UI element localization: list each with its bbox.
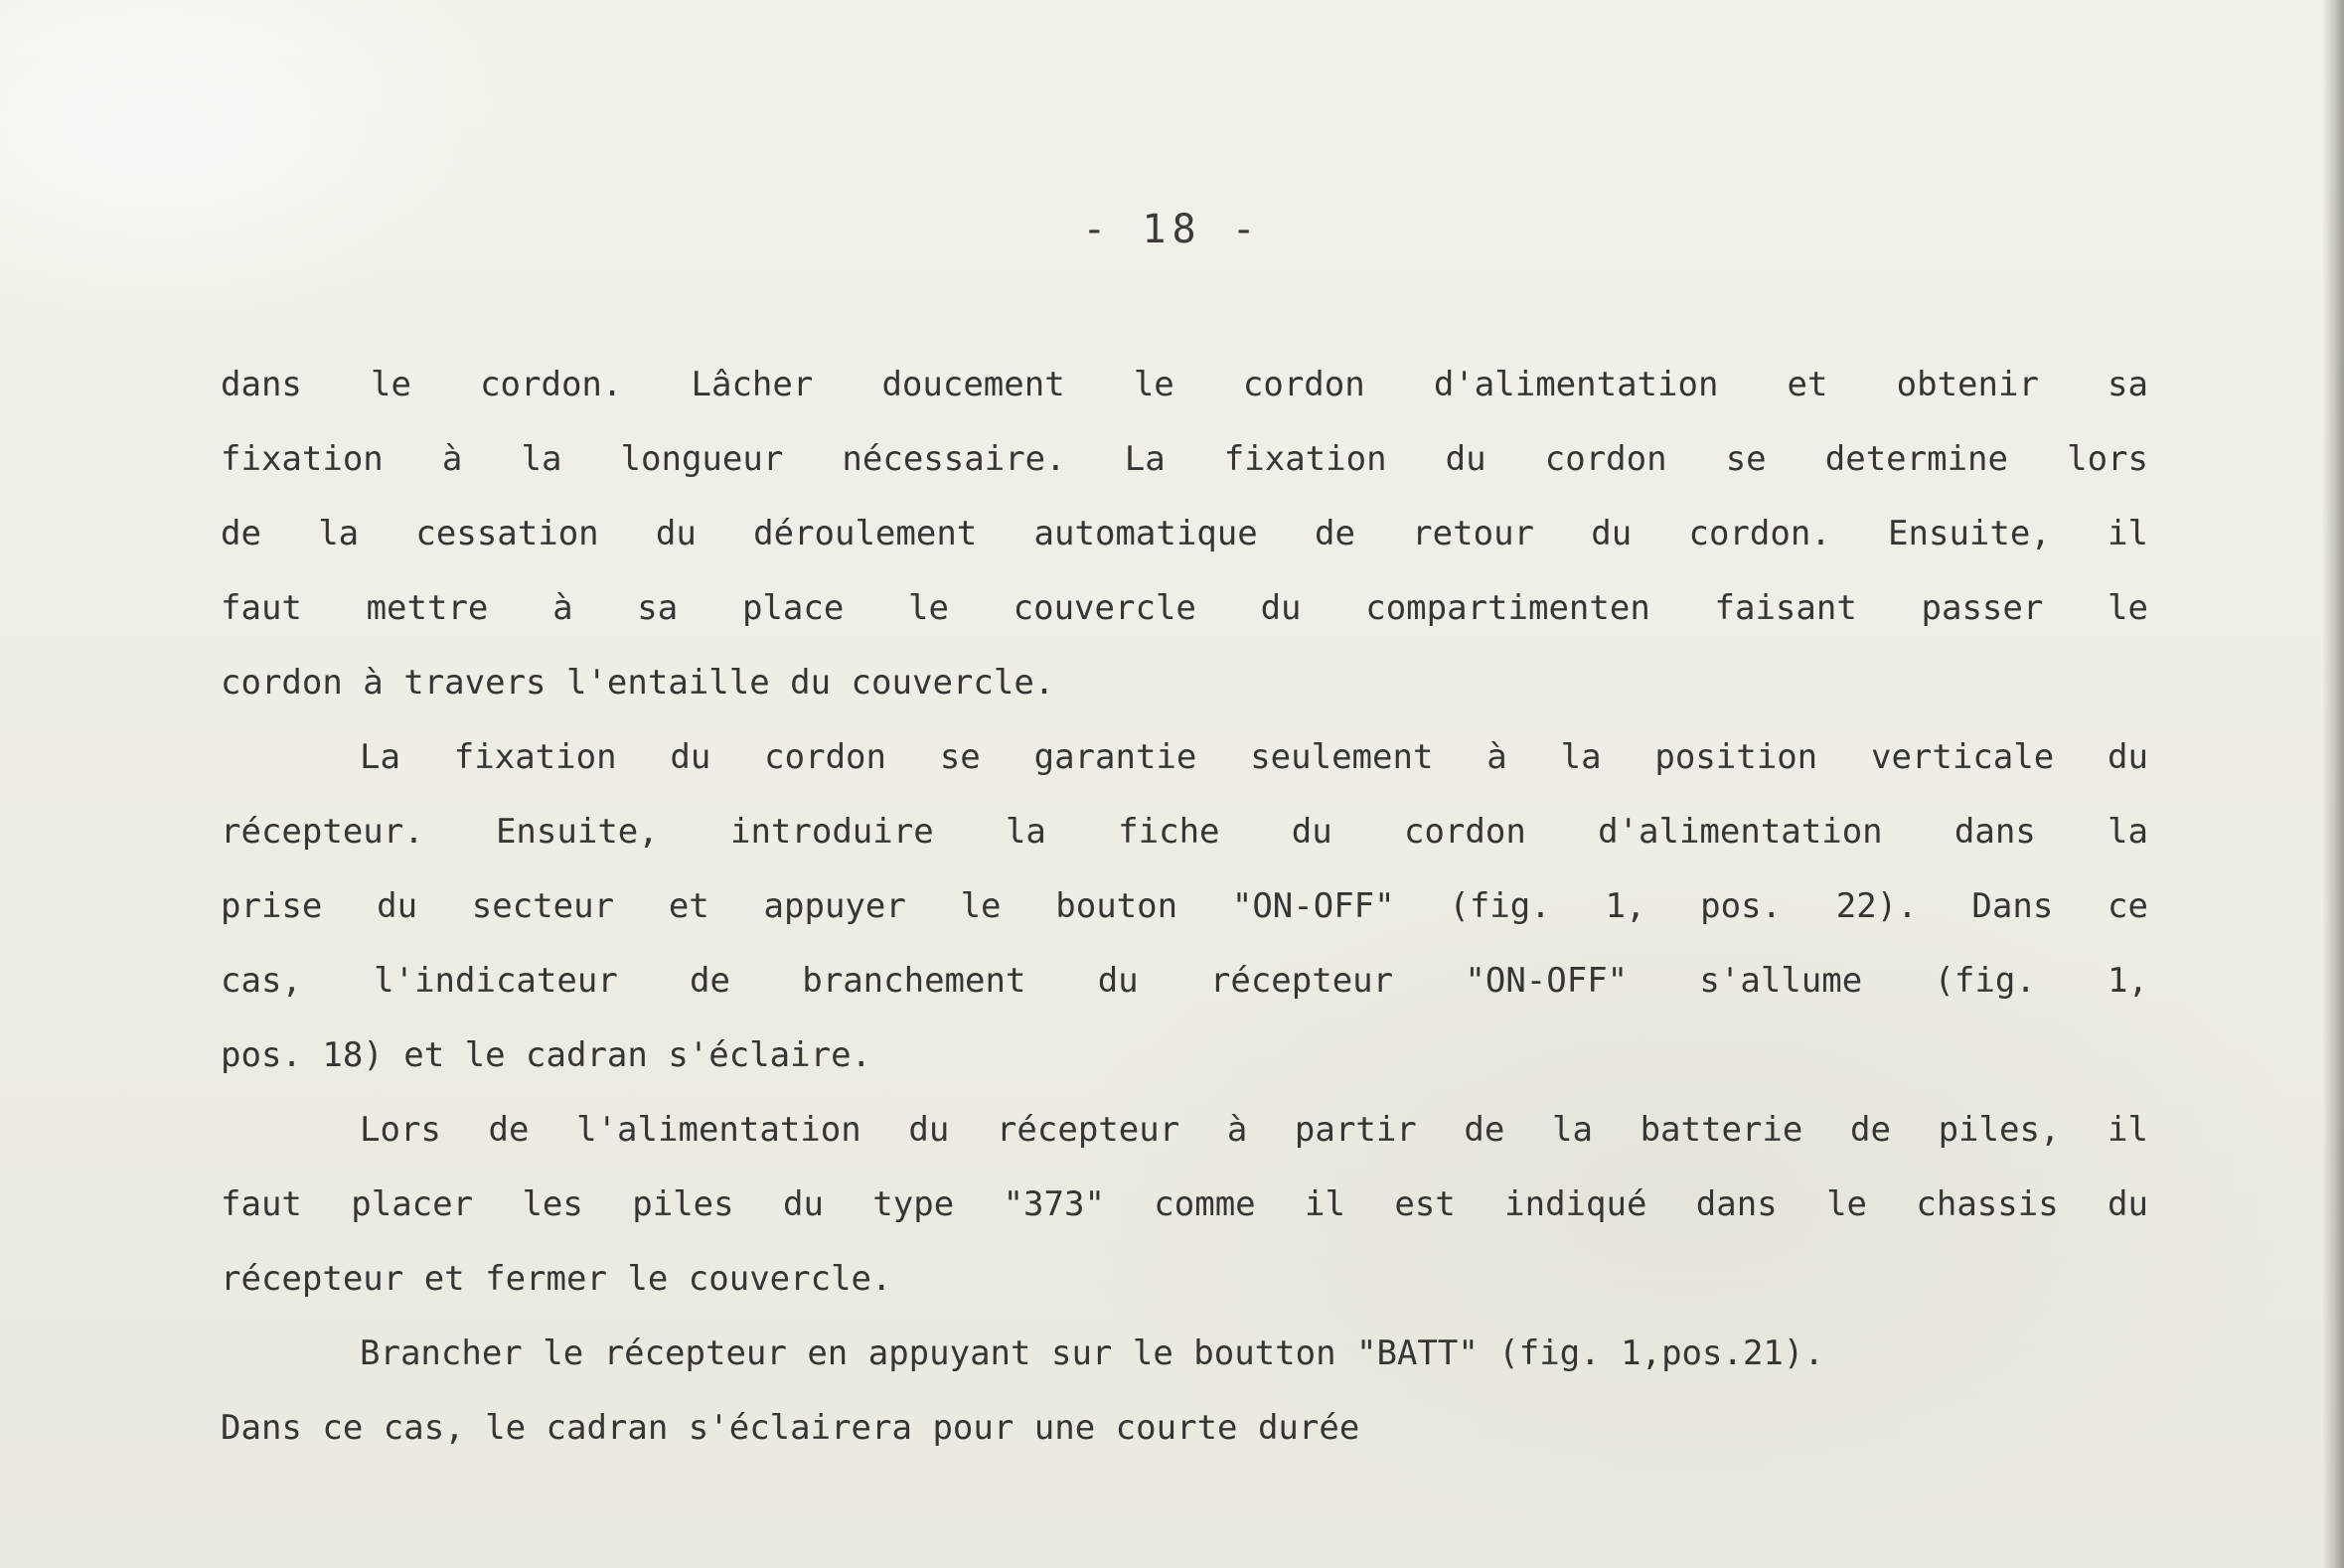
- text-line: fixation à la longueur nécessaire. La fixation du cordon se determine lors: [221, 439, 2148, 479]
- text-line: pos. 18) et le cadran s'éclaire.: [221, 1035, 872, 1075]
- text-line: récepteur et fermer le couvercle.: [221, 1259, 892, 1299]
- body-text: [221, 348, 2148, 1466]
- page-number: - 18 -: [1082, 207, 1262, 252]
- text-line: Dans ce cas, le cadran s'éclairera pour une courte durée: [221, 1408, 1360, 1448]
- text-line: faut placer les piles du type "373" comme il est indiqué dans le chassis du: [221, 1184, 2148, 1224]
- text-line: récepteur. Ensuite, introduire la fiche du cordon d'alimentation dans la: [221, 812, 2148, 852]
- text-line: cordon à travers l'entaille du couvercle.: [221, 663, 1055, 703]
- text-line: cas, l'indicateur de branchement du récepteur "ON-OFF" s'allume (fig. 1,: [221, 961, 2148, 1001]
- text-line: de la cessation du déroulement automatique de retour du cordon. Ensuite, il: [221, 514, 2148, 553]
- text-line: Lors de l'alimentation du récepteur à partir de la batterie de piles, il: [360, 1110, 2148, 1150]
- text-line: faut mettre à sa place le couvercle du compartimenten faisant passer le: [221, 588, 2148, 628]
- text-line: prise du secteur et appuyer le bouton "ON-OFF" (fig. 1, pos. 22). Dans ce: [221, 886, 2148, 926]
- text-line: Brancher le récepteur en appuyant sur le boutton "BATT" (fig. 1,pos.21).: [360, 1333, 1824, 1373]
- text-line: La fixation du cordon se garantie seulement à la position verticale du: [360, 737, 2148, 777]
- text-line: dans le cordon. Lâcher doucement le cordon d'alimentation et obtenir sa: [221, 365, 2148, 404]
